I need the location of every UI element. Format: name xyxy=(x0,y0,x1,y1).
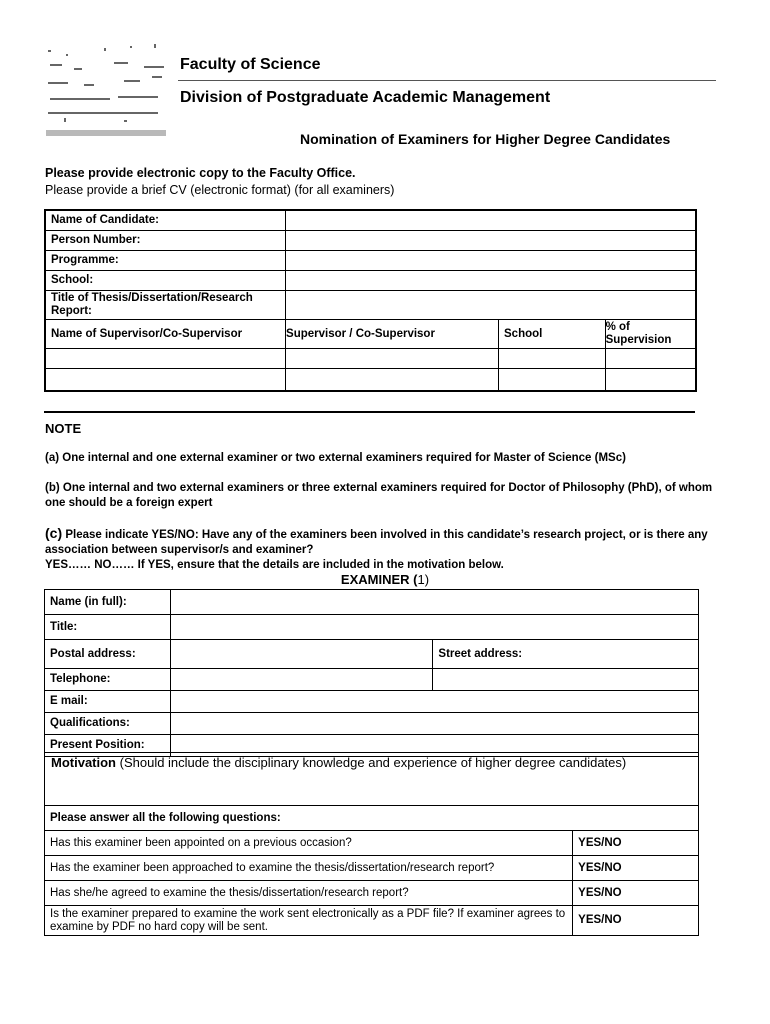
postal-address-label: Postal address: xyxy=(45,640,171,669)
note-a: (a) One internal and one external examiner or two external examiners required for Master of Science (MSc) xyxy=(45,452,626,464)
form-title: Nomination of Examiners for Higher Degree Candidates xyxy=(300,131,671,147)
street-address-label: Street address: xyxy=(433,640,699,669)
email-label: E mail: xyxy=(45,691,171,713)
section-divider xyxy=(44,411,695,413)
telephone-field[interactable] xyxy=(170,669,432,691)
thesis-title-label: Title of Thesis/Dissertation/Research Report: xyxy=(45,291,286,320)
candidate-name-field[interactable] xyxy=(286,210,696,231)
candidate-name-label: Name of Candidate: xyxy=(45,210,286,231)
instruction-electronic-copy: Please provide electronic copy to the Faculty Office. xyxy=(45,166,356,180)
question-text: Has this examiner been appointed on a previous occasion? xyxy=(45,831,573,856)
question-row xyxy=(45,906,699,936)
supervisor-row-2-role[interactable] xyxy=(286,369,499,392)
email-field[interactable] xyxy=(170,691,698,713)
note-c-text: Please indicate YES/NO: Have any of the examiners been involved in this candidate’s research project, or is there any association between supervisor/s and examiner? xyxy=(45,529,708,556)
school-field[interactable] xyxy=(286,271,696,291)
supervisor-row-1-role[interactable] xyxy=(286,349,499,369)
header-divider xyxy=(178,80,716,81)
street-address-field[interactable] xyxy=(433,669,699,691)
question-answer[interactable]: YES/NO xyxy=(573,856,699,881)
question-answer[interactable]: YES/NO xyxy=(573,881,699,906)
school-column-header: School xyxy=(499,320,606,349)
school-label: School: xyxy=(45,271,286,291)
instruction-cv: Please provide a brief CV (electronic format) (for all examiners) xyxy=(45,183,395,197)
question-row xyxy=(45,881,699,906)
motivation-hint: (Should include the disciplinary knowledge and experience of higher degree candidates) xyxy=(119,755,627,770)
question-text: Has she/he agreed to examine the thesis/dissertation/research report? xyxy=(45,881,573,906)
qualifications-label: Qualifications: xyxy=(45,713,171,735)
examiner-number: 1 xyxy=(417,572,425,587)
programme-field[interactable] xyxy=(286,251,696,271)
supervisor-row-1-school[interactable] xyxy=(499,349,606,369)
question-answer[interactable]: YES/NO xyxy=(573,906,699,936)
question-row xyxy=(45,856,699,881)
faculty-title: Faculty of Science xyxy=(180,56,321,73)
supervisor-row-2-school[interactable] xyxy=(499,369,606,392)
question-row xyxy=(45,831,699,856)
supervision-percent-column-header: % of Supervision xyxy=(605,320,696,349)
supervisor-row-2-name[interactable] xyxy=(45,369,286,392)
present-position-label: Present Position: xyxy=(45,735,171,757)
question-answer[interactable]: YES/NO xyxy=(573,831,699,856)
note-c-answer: YES…… NO…… If YES, ensure that the details are included in the motivation below. xyxy=(45,559,504,571)
examiner-title-field[interactable] xyxy=(170,615,698,640)
examiner-title-label: Title: xyxy=(45,615,171,640)
examiner-heading-close: ) xyxy=(424,572,430,587)
questions-heading: Please answer all the following questions: xyxy=(45,806,699,831)
examiner-table xyxy=(44,589,699,757)
examiner-heading-text: EXAMINER ( xyxy=(340,572,418,587)
division-title: Division of Postgraduate Academic Management xyxy=(180,89,551,106)
person-number-field[interactable] xyxy=(286,231,696,251)
thesis-title-field[interactable] xyxy=(286,291,696,320)
question-text: Is the examiner prepared to examine the work sent electronically as a PDF file? If examiner agrees to examine by PDF no hard copy will be sent. xyxy=(45,906,573,936)
university-crest-icon xyxy=(44,42,170,138)
supervisor-row-2-percent[interactable] xyxy=(605,369,696,392)
person-number-label: Person Number: xyxy=(45,231,286,251)
note-b: (b) One internal and two external examiners or three external examiners required for Doctor of Philosophy (PhD), of whom one should be a foreign expert xyxy=(45,482,713,509)
motivation-table xyxy=(44,752,699,806)
note-heading: NOTE xyxy=(45,421,82,436)
supervisor-label: Name of Supervisor/Co-Supervisor xyxy=(45,320,286,349)
supervisor-row-1-name[interactable] xyxy=(45,349,286,369)
programme-label: Programme: xyxy=(45,251,286,271)
examiner-name-field[interactable] xyxy=(170,590,698,615)
postal-address-field[interactable] xyxy=(170,640,432,669)
examiner-heading xyxy=(0,572,770,587)
motivation-label: Motivation xyxy=(51,755,116,770)
note-c xyxy=(45,526,735,573)
question-text: Has the examiner been approached to examine the thesis/dissertation/research report? xyxy=(45,856,573,881)
candidate-table xyxy=(44,209,697,392)
motivation-field[interactable] xyxy=(45,753,699,806)
questions-table xyxy=(44,805,699,936)
examiner-name-label: Name (in full): xyxy=(45,590,171,615)
supervisor-row-1-percent[interactable] xyxy=(605,349,696,369)
qualifications-field[interactable] xyxy=(170,713,698,735)
note-c-label: (c) xyxy=(45,525,63,541)
supervisor-column-header: Supervisor / Co-Supervisor xyxy=(286,320,499,349)
telephone-label: Telephone: xyxy=(45,669,171,691)
